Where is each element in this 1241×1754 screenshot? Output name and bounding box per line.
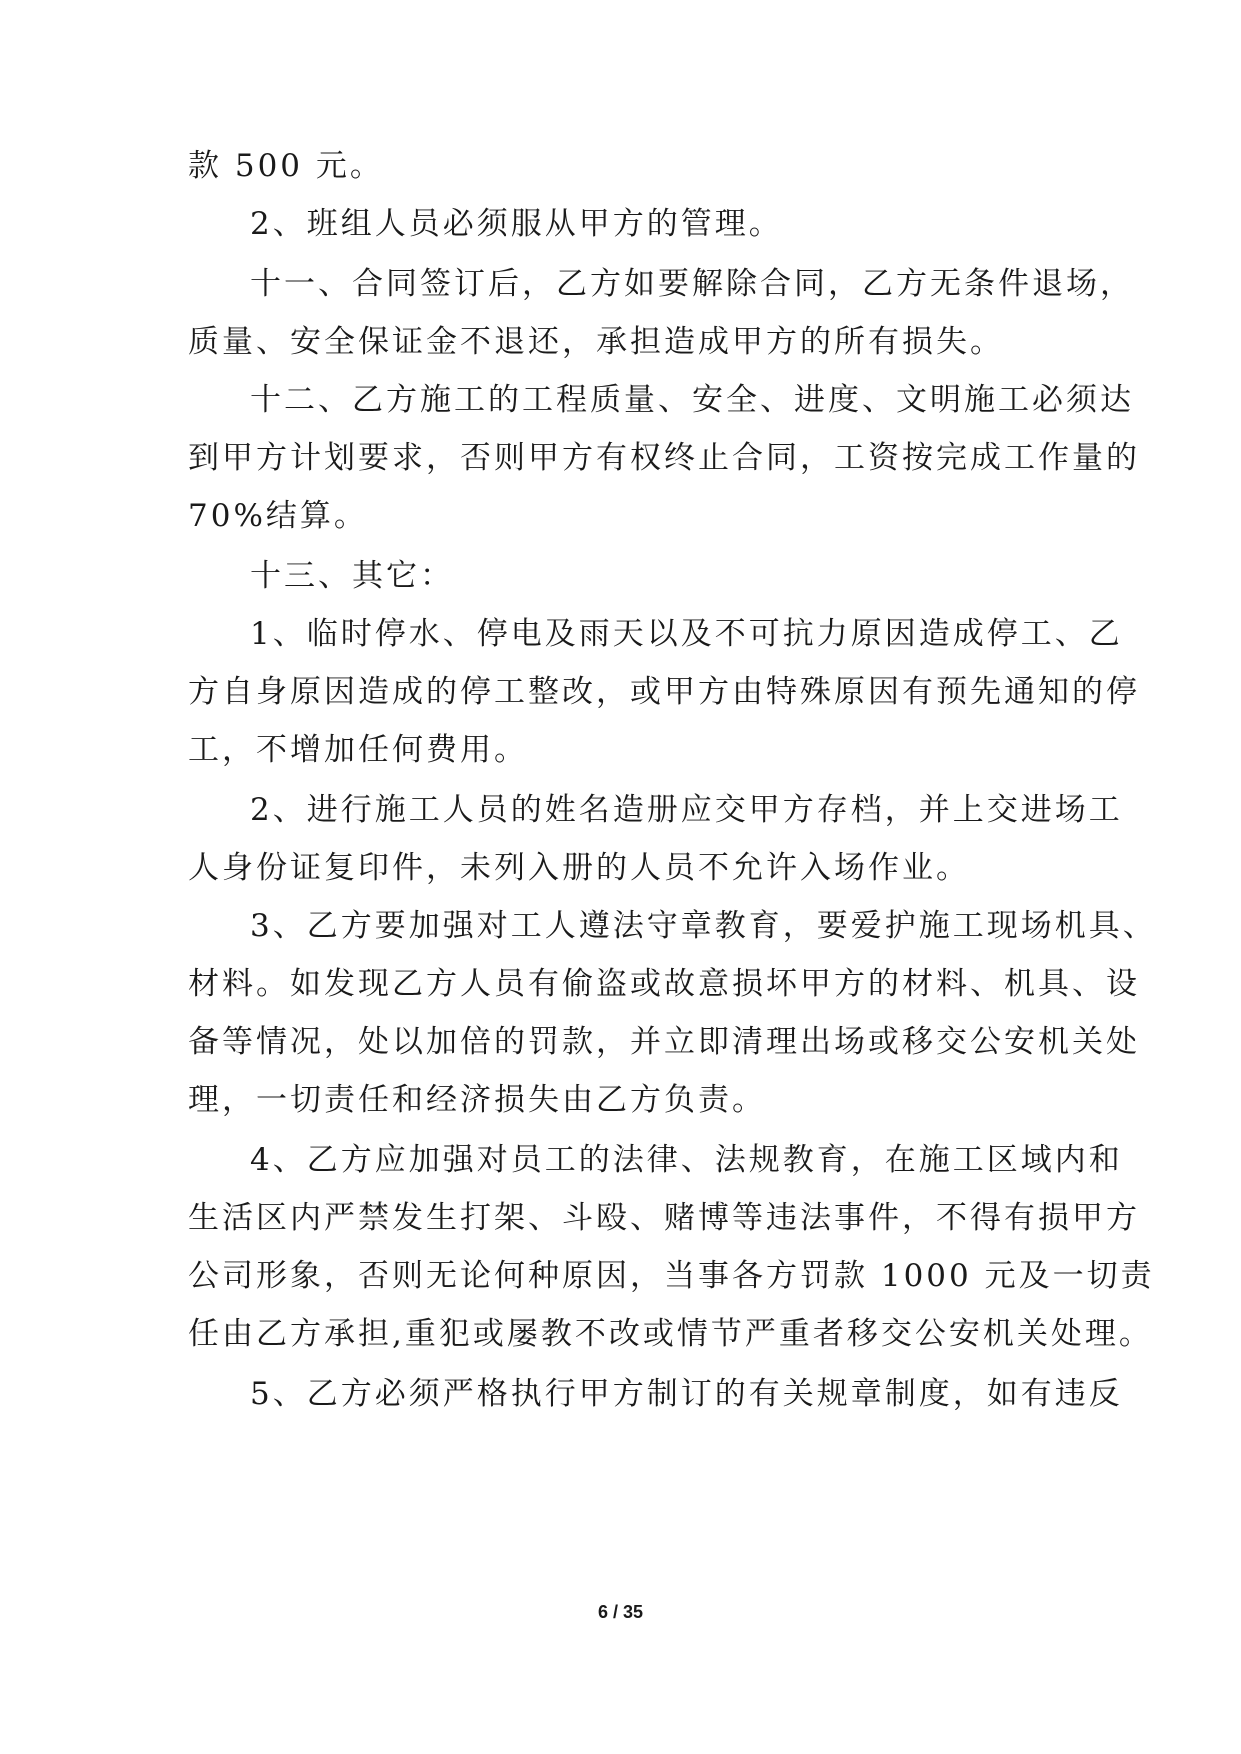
- text-line: 工，不增加任何费用。: [188, 732, 528, 768]
- text-line: 生活区内严禁发生打架、斗殴、赌博等违法事件，不得有损甲方: [188, 1200, 1140, 1236]
- text-line: 5、乙方必须严格执行甲方制订的有关规章制度，如有违反: [250, 1376, 1123, 1412]
- text-line: 公司形象，否则无论何种原因，当事各方罚款 1000 元及一切责: [188, 1258, 1155, 1294]
- text-line: 到甲方计划要求，否则甲方有权终止合同，工资按完成工作量的: [188, 440, 1140, 476]
- text-line: 十二、乙方施工的工程质量、安全、进度、文明施工必须达: [250, 382, 1134, 418]
- text-line: 人身份证复印件，未列入册的人员不允许入场作业。: [188, 850, 970, 886]
- text-line: 方自身原因造成的停工整改，或甲方由特殊原因有预先通知的停: [188, 674, 1140, 710]
- text-line: 理，一切责任和经济损失由乙方负责。: [188, 1082, 766, 1118]
- text-line: 材料。如发现乙方人员有偷盗或故意损坏甲方的材料、机具、设: [188, 966, 1140, 1002]
- text-line: 1、临时停水、停电及雨天以及不可抗力原因造成停工、乙: [250, 616, 1123, 652]
- text-line: 款 500 元。: [188, 148, 384, 184]
- text-line: 任由乙方承担,重犯或屡教不改或情节严重者移交公安机关处理。: [188, 1316, 1153, 1352]
- text-line: 4、乙方应加强对员工的法律、法规教育，在施工区域内和: [250, 1142, 1123, 1178]
- text-line: 3、乙方要加强对工人遵法守章教育，要爱护施工现场机具、: [250, 908, 1157, 944]
- text-line: 70%结算。: [188, 498, 368, 534]
- text-line: 十一、合同签订后，乙方如要解除合同，乙方无条件退场，: [250, 266, 1134, 302]
- text-line: 十三、其它：: [250, 558, 454, 594]
- page-number: 6 / 35: [597, 1602, 644, 1622]
- text-line: 2、进行施工人员的姓名造册应交甲方存档，并上交进场工: [250, 792, 1123, 828]
- text-line: 备等情况，处以加倍的罚款，并立即清理出场或移交公安机关处: [188, 1024, 1140, 1060]
- text-line: 2、班组人员必须服从甲方的管理。: [250, 206, 783, 242]
- text-line: 质量、安全保证金不退还，承担造成甲方的所有损失。: [188, 324, 1004, 360]
